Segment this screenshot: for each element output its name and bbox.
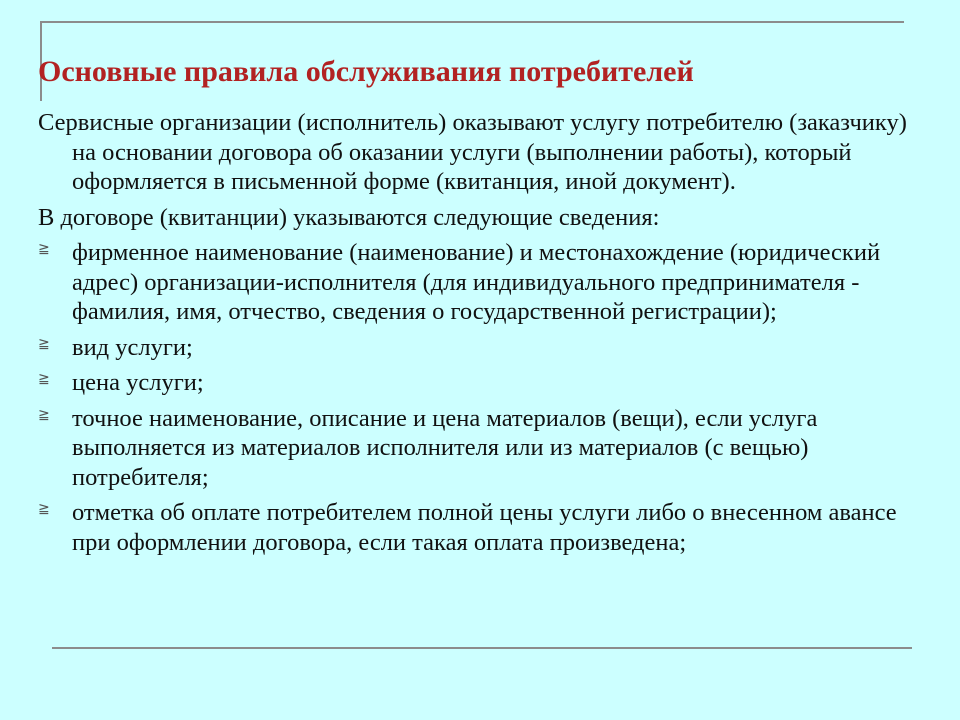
list-item-text: отметка об оплате потребителем полной цены услуги либо о внесенном авансе при оформлении договора, если такая оплата произведена; xyxy=(72,499,897,556)
list-item-text: вид услуги; xyxy=(72,333,193,361)
list-item xyxy=(38,404,918,493)
details-list xyxy=(38,238,918,557)
intro-paragraph: Сервисные организации (исполнитель) оказывают услугу потребителю (заказчику) на основании договора об оказании услуги (выполнении работы), который оформляется в письменной форме (квитанция, иной документ). xyxy=(38,109,907,195)
list-item-text: цена услуги; xyxy=(72,369,204,396)
list-item xyxy=(38,368,918,398)
list-item xyxy=(38,333,918,363)
bottom-divider xyxy=(52,647,912,649)
details-heading: В договоре (квитанции) указываются следующие сведения: xyxy=(38,203,660,231)
top-divider xyxy=(40,21,904,23)
list-item-text: точное наименование, описание и цена материалов (вещи), если услуга выполняется из материалов исполнителя или из материалов (с вещью) потребителя; xyxy=(72,404,818,491)
list-item xyxy=(38,238,918,327)
list-item xyxy=(38,498,918,557)
bullet-marker-icon: ≧ xyxy=(38,241,50,257)
bullet-marker-icon: ≧ xyxy=(38,501,50,517)
bullet-marker-icon: ≧ xyxy=(38,335,50,352)
slide-title: Основные правила обслуживания потребителей xyxy=(38,55,694,88)
list-item-text: фирменное наименование (наименование) и местонахождение (юридический адрес) организации-исполнителя (для индивидуального предпринимателя - фамилия, имя, отчество, сведения о государственной регистрации); xyxy=(72,239,881,325)
bullet-marker-icon: ≧ xyxy=(38,371,50,387)
slide-body xyxy=(38,108,918,563)
bullet-marker-icon: ≧ xyxy=(38,406,50,423)
